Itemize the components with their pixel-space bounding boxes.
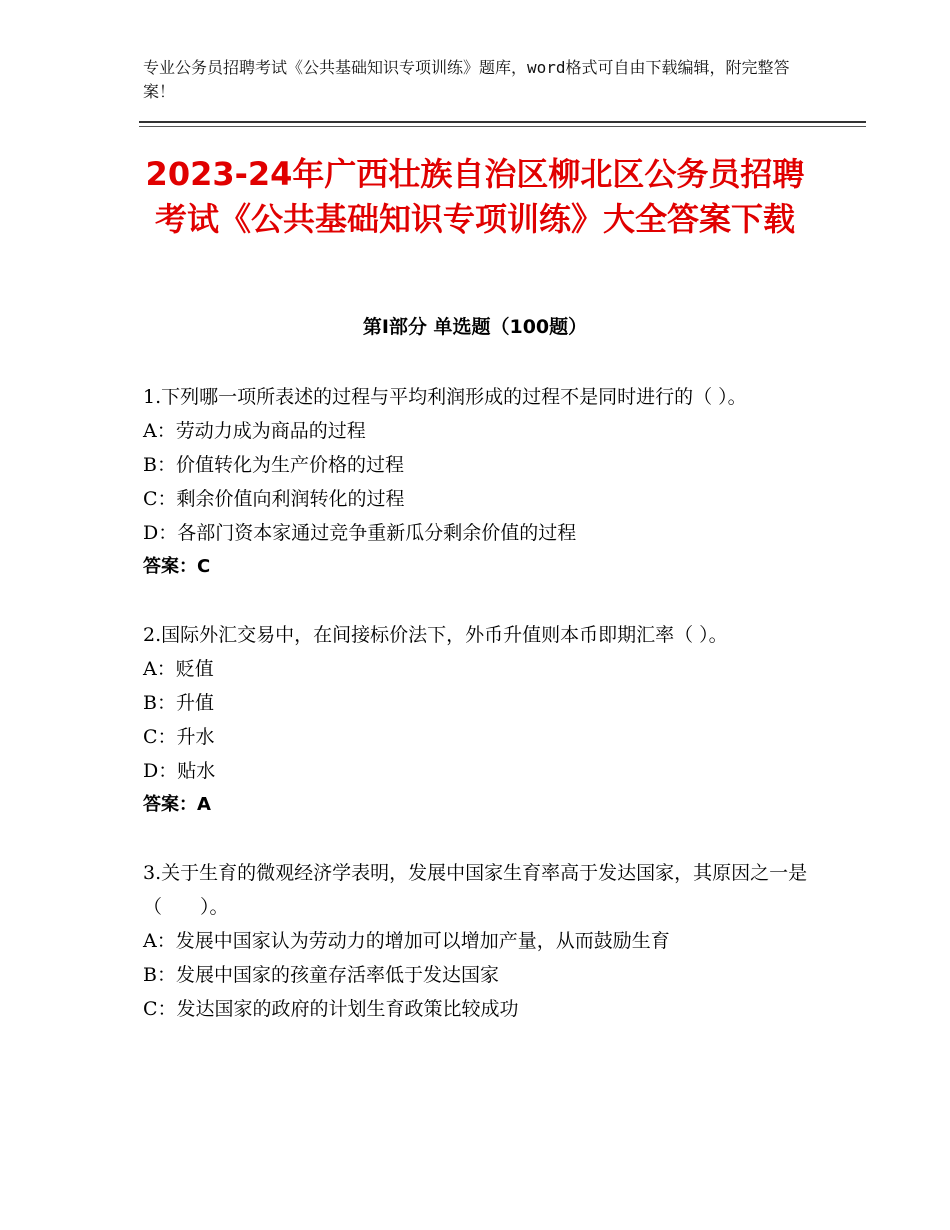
question-2 (143, 618, 808, 822)
header-divider-thick (139, 121, 866, 123)
option-b: B：升值 (143, 692, 214, 714)
header-note: 专业公务员招聘考试《公共基础知识专项训练》题库，word格式可自由下载编辑，附完整答案！ (143, 58, 790, 101)
question-3 (143, 856, 808, 1026)
option-d: D：贴水 (143, 760, 216, 782)
question-1 (143, 380, 808, 584)
question-stem: 2.国际外汇交易中，在间接标价法下，外币升值则本币即期汇率（ ）。 (143, 624, 728, 646)
question-stem: 1.下列哪一项所表述的过程与平均利润形成的过程不是同时进行的（ ）。 (143, 386, 747, 408)
option-a: A：劳动力成为商品的过程 (143, 420, 366, 442)
document-title: 2023-24年广西壮族自治区柳北区公务员招聘考试《公共基础知识专项训练》大全答案下载 (145, 155, 805, 238)
option-c: C：发达国家的政府的计划生育政策比较成功 (143, 998, 519, 1020)
question-stem: 3.关于生育的微观经济学表明，发展中国家生育率高于发达国家，其原因之一是（ ）。 (143, 862, 808, 918)
question-list (143, 380, 808, 1060)
option-d: D：各部门资本家通过竞争重新瓜分剩余价值的过程 (143, 522, 577, 544)
header-divider-thin (139, 126, 866, 127)
option-b: B：发展中国家的孩童存活率低于发达国家 (143, 964, 499, 986)
section-title: 第Ⅰ部分 单选题（100题） (362, 316, 588, 338)
option-c: C：剩余价值向利润转化的过程 (143, 488, 405, 510)
option-a: A：贬值 (143, 658, 214, 680)
option-a: A：发展中国家认为劳动力的增加可以增加产量，从而鼓励生育 (143, 930, 670, 952)
option-c: C：升水 (143, 726, 215, 748)
answer: 答案：A (143, 794, 211, 815)
option-b: B：价值转化为生产价格的过程 (143, 454, 404, 476)
answer: 答案：C (143, 556, 211, 577)
